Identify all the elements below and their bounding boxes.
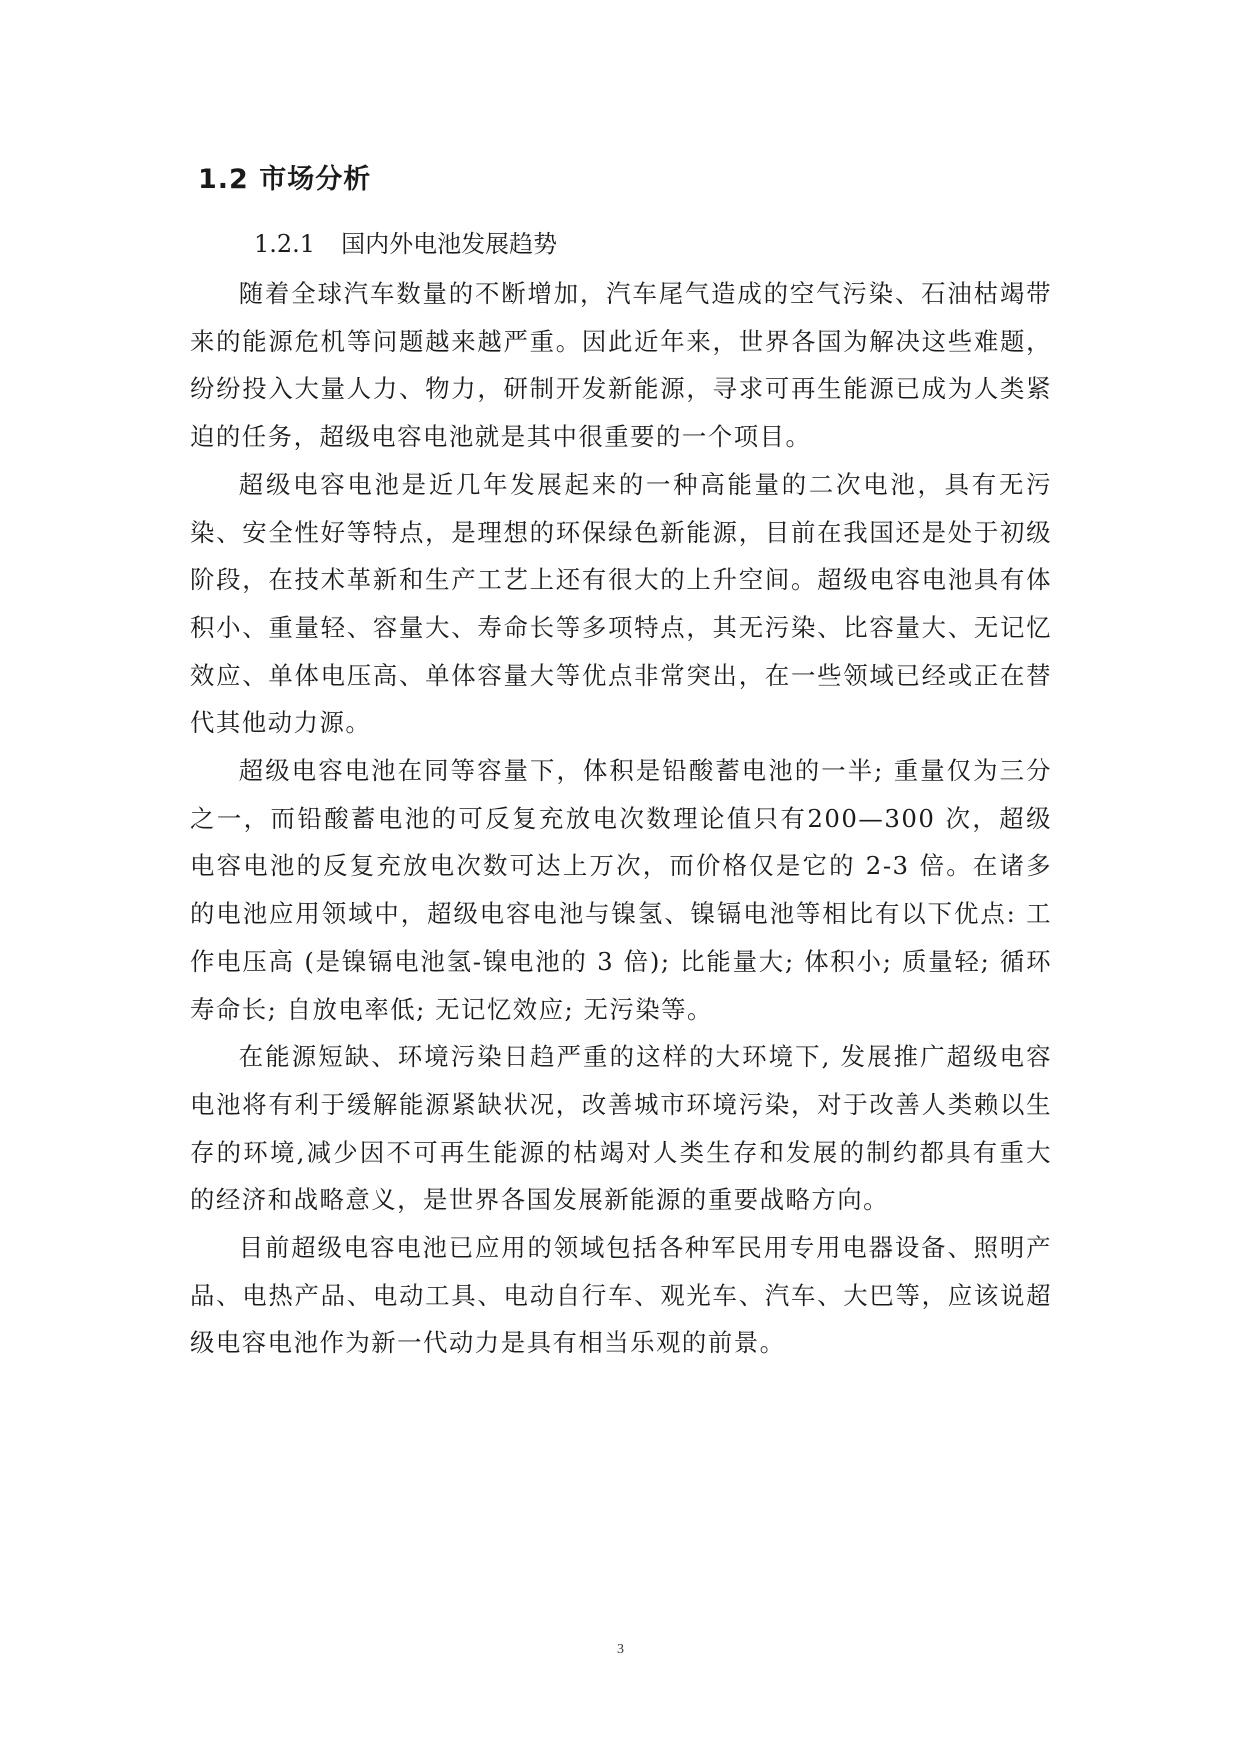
page-number: 3 [617, 1642, 624, 1657]
subsection-heading [254, 220, 1052, 268]
paragraph-4: 在能源短缺、环境污染日趋严重的这样的大环境下, 发展推广超级电容电池将有利于缓解能源紧缺状况，改善城市环境污染，对于改善人类赖以生存的环境,减少因不可再生能源的枯竭对人类生存和发展的制约都具有重大的经济和战略意义，是世界各国发展新能源的重要战略方向。 [190, 1042, 1052, 1215]
section-title: 1.2 市场分析 [198, 164, 372, 195]
paragraph-5: 目前超级电容电池已应用的领域包括各种军民用专用电器设备、照明产品、电热产品、电动工具、电动自行车、观光车、汽车、大巴等，应该说超级电容电池作为新一代动力是具有相当乐观的前景。 [190, 1233, 1052, 1358]
paragraph-2: 超级电容电池是近几年发展起来的一种高能量的二次电池，具有无污染、安全性好等特点，是理想的环保绿色新能源，目前在我国还是处于初级阶段，在技术革新和生产工艺上还有很大的上升空间。超级电容电池具有体积小、重量轻、容量大、寿命长等多项特点，其无污染、比容量大、无记忆效应、单体电压高、单体容量大等优点非常突出，在一些领域已经或正在替代其他动力源。 [190, 469, 1052, 738]
paragraph-3: 超级电容电池在同等容量下，体积是铅酸蓄电池的一半; 重量仅为三分之一，而铅酸蓄电池的可反复充放电次数理论值只有200—300 次，超级电容电池的反复充放电次数可达上万次，而价格仅是它的 2-3 倍。在诸多的电池应用领域中，超级电容电池与镍氢、镍镉电池等相比有以下优点: 工作电压高 (是镍镉电池氢-镍电池的 3 倍); 比能量大; 体积小; 质量轻; 循环寿命长; 自放电率低; 无记忆效应; 无污染等。 [190, 756, 1052, 1024]
subsection-number: 1.2.1 [254, 230, 316, 258]
document-page [190, 160, 1052, 1367]
paragraph-1: 随着全球汽车数量的不断增加，汽车尾气造成的空气污染、石油枯竭带来的能源危机等问题越来越严重。因此近年来，世界各国为解决这些难题，纷纷投入大量人力、物力，研制开发新能源，寻求可再生能源已成为人类紧迫的任务，超级电容电池就是其中很重要的一个项目。 [190, 279, 1052, 452]
subsection-title: 国内外电池发展趋势 [341, 230, 558, 258]
